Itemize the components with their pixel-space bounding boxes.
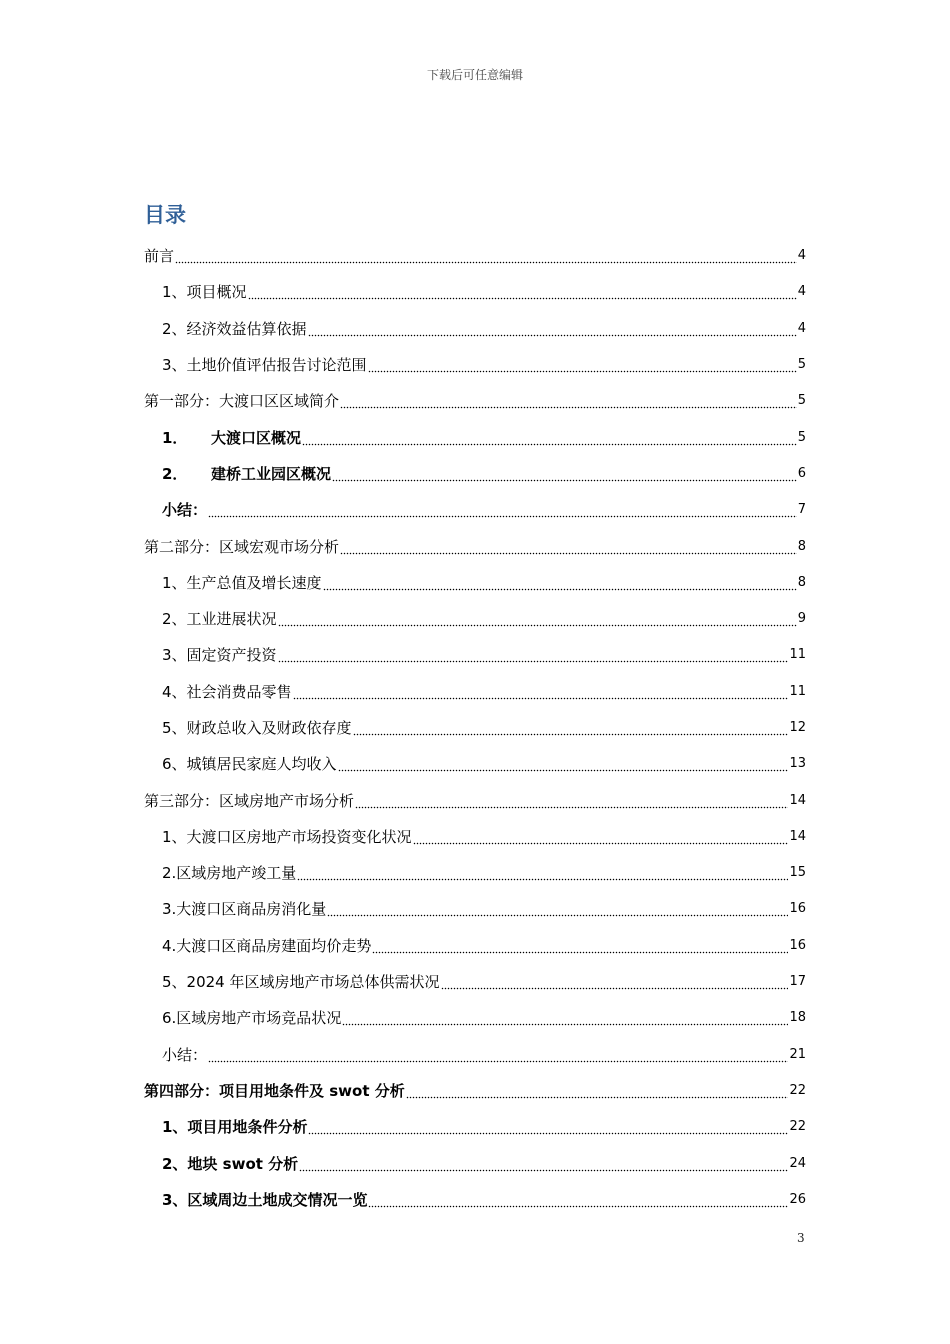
toc-entry-page: 7 — [797, 502, 806, 518]
toc-entry-land-transactions[interactable] — [144, 1182, 806, 1218]
toc-entry-page: 4 — [797, 284, 806, 300]
toc-entry-preface[interactable] — [144, 238, 806, 274]
toc-entry-page: 15 — [789, 865, 806, 881]
toc-entry-page: 26 — [789, 1191, 806, 1207]
dot-leader — [441, 972, 789, 992]
toc-entry-label: 3.大渡口区商品房消化量 — [162, 900, 327, 919]
toc-entry-number: 1． — [162, 428, 188, 447]
toc-entry-label: 3、区域周边土地成交情况一览 — [162, 1190, 368, 1209]
toc-entry-page: 8 — [797, 538, 806, 554]
toc-entry-investment-change[interactable] — [144, 819, 806, 855]
toc-entry-summary-1[interactable] — [144, 492, 806, 528]
toc-entry-label: 第一部分：大渡口区区域简介 — [144, 392, 340, 411]
toc-entry-page: 4 — [797, 248, 806, 264]
toc-entry-project-overview[interactable] — [144, 274, 806, 310]
toc-entry-label: 5、财政总收入及财政依存度 — [162, 719, 352, 737]
toc-entry-evaluation-scope[interactable] — [144, 347, 806, 383]
page-number: 3 — [797, 1231, 805, 1245]
dot-leader — [308, 1117, 788, 1137]
dot-leader — [175, 246, 797, 266]
toc-entry-label: 4.大渡口区商品房建面均价走势 — [162, 936, 372, 955]
toc-entry-page: 6 — [797, 465, 806, 481]
toc-entry-competitors[interactable] — [144, 1000, 806, 1036]
dot-leader — [372, 936, 788, 956]
dot-leader — [368, 355, 797, 375]
dot-leader — [293, 682, 789, 702]
toc-entry-number: 2． — [162, 464, 188, 483]
toc-entry-page: 16 — [789, 901, 806, 917]
dot-leader — [413, 827, 789, 847]
toc-entry-page: 14 — [789, 828, 806, 844]
toc-entry-label: 第二部分：区域宏观市场分析 — [144, 537, 340, 556]
toc-entry-completion[interactable] — [144, 855, 806, 891]
toc-entry-page: 5 — [797, 393, 806, 409]
toc-entry-label: 3、固定资产投资 — [162, 646, 277, 665]
toc-title: 目录 — [144, 203, 186, 227]
toc-entry-page: 9 — [797, 611, 806, 627]
toc-entry-land-conditions[interactable] — [144, 1109, 806, 1145]
toc-entry-label: 1、项目用地条件分析 — [162, 1118, 308, 1137]
toc-entry-label: 6.区域房地产市场竞品状况 — [162, 1009, 342, 1028]
dot-leader — [340, 537, 797, 557]
toc-entry-page: 14 — [789, 792, 806, 808]
toc-entry-label: 1、项目概况 — [162, 283, 247, 302]
toc-entry-absorption[interactable] — [144, 891, 806, 927]
toc-entry-part-one[interactable] — [144, 383, 806, 419]
toc-entry-label: 前言 — [144, 247, 175, 266]
dot-leader — [208, 1045, 788, 1065]
toc-entry-part-two[interactable] — [144, 528, 806, 564]
dot-leader — [353, 718, 789, 738]
toc-entry-summary-2[interactable] — [144, 1037, 806, 1073]
dot-leader — [278, 645, 789, 665]
toc-entry-page: 16 — [789, 937, 806, 953]
dot-leader — [342, 1008, 788, 1028]
toc-entry-fixed-assets[interactable] — [144, 637, 806, 673]
toc-entry-label: 第四部分：项目用地条件及 swot 分析 — [144, 1081, 405, 1100]
toc-entry-page: 12 — [789, 720, 806, 735]
toc-entry-label: 小结： — [162, 1045, 208, 1064]
toc-entry-page: 18 — [789, 1010, 806, 1026]
dot-leader — [248, 282, 797, 302]
toc-entry-label: 2.区域房地产竣工量 — [162, 864, 297, 883]
toc-entry-page: 13 — [789, 756, 806, 772]
toc-entry-gdp-growth[interactable] — [144, 565, 806, 601]
dot-leader — [323, 573, 797, 593]
dot-leader — [302, 428, 797, 448]
dot-leader — [278, 609, 797, 629]
toc-entry-supply-demand[interactable] — [144, 964, 806, 1000]
toc-entry-label — [162, 464, 331, 484]
toc-entry-page: 22 — [789, 1119, 806, 1135]
toc-entry-label: 第三部分：区域房地产市场分析 — [144, 791, 355, 810]
toc-entry-label: 小结： — [162, 501, 208, 520]
toc-entry-label: 2、工业进展状况 — [162, 610, 277, 629]
toc-entry-label: 3、土地价值评估报告讨论范围 — [162, 356, 367, 375]
toc-entry-economic-basis[interactable] — [144, 311, 806, 347]
toc-entry-label: 5、2024 年区域房地产市场总体供需状况 — [162, 973, 440, 992]
toc-entry-label — [162, 428, 301, 448]
toc-entry-jianqiao-park[interactable] — [144, 456, 806, 492]
toc-entry-swot[interactable] — [144, 1145, 806, 1181]
dot-leader — [332, 464, 797, 484]
toc-entry-page: 17 — [789, 974, 806, 990]
toc-entry-label: 2、地块 swot 分析 — [162, 1154, 299, 1173]
toc-entry-industry[interactable] — [144, 601, 806, 637]
dot-leader — [368, 1190, 788, 1210]
toc-entry-page: 5 — [797, 357, 806, 373]
toc-entry-page: 22 — [789, 1082, 806, 1098]
toc-entry-part-four[interactable] — [144, 1073, 806, 1109]
toc-entry-page: 5 — [797, 429, 806, 445]
toc-entry-fiscal-revenue[interactable] — [144, 710, 806, 746]
dot-leader — [340, 391, 797, 411]
toc-entry-label: 1、大渡口区房地产市场投资变化状况 — [162, 827, 412, 846]
toc-entry-dadukou-overview[interactable] — [144, 419, 806, 455]
toc-entry-part-three[interactable] — [144, 782, 806, 818]
toc-entry-text: 建桥工业园区概况 — [211, 464, 332, 483]
toc-entry-page: 24 — [789, 1155, 806, 1171]
toc-entry-price-trend[interactable] — [144, 928, 806, 964]
toc-entry-label: 6、城镇居民家庭人均收入 — [162, 755, 337, 774]
toc-entry-page: 8 — [797, 574, 806, 590]
toc-entry-retail[interactable] — [144, 674, 806, 710]
dot-leader — [308, 319, 797, 339]
dot-leader — [338, 754, 789, 774]
toc-entry-label: 2、经济效益估算依据 — [162, 319, 307, 338]
dot-leader — [208, 500, 797, 520]
dot-leader — [297, 863, 788, 883]
dot-leader — [299, 1154, 788, 1174]
toc-entry-page: 11 — [789, 647, 806, 663]
toc-entry-page: 4 — [797, 320, 806, 336]
toc-entry-text: 大渡口区概况 — [211, 428, 302, 447]
toc-entry-label: 1、生产总值及增长速度 — [162, 573, 322, 592]
dot-leader — [406, 1081, 789, 1101]
toc-entry-page: 11 — [789, 683, 806, 699]
dot-leader — [327, 899, 788, 919]
toc-entry-label: 4、社会消费品零售 — [162, 682, 292, 701]
dot-leader — [355, 791, 788, 811]
toc-entry-household-income[interactable] — [144, 746, 806, 782]
toc-entry-page: 21 — [789, 1046, 806, 1062]
header-note: 下载后可任意编辑 — [426, 68, 523, 82]
table-of-contents — [144, 238, 806, 1218]
